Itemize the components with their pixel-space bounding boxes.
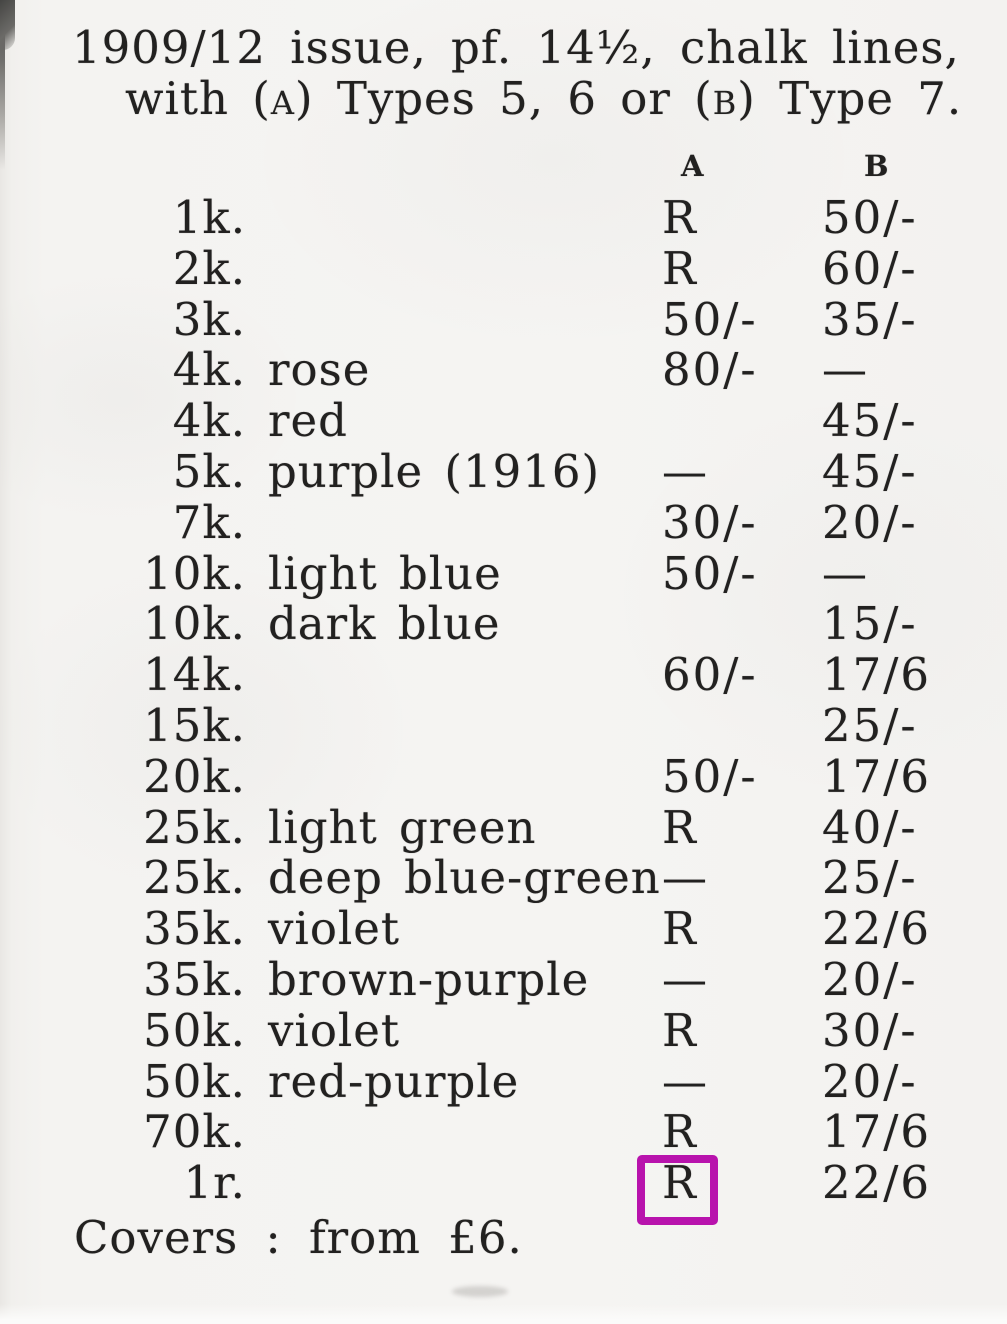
- cell-denom: 50k.: [143, 1003, 246, 1057]
- table-row: [0, 243, 1007, 294]
- cell-b: 20/-: [822, 495, 918, 549]
- cell-denom: 20k.: [143, 749, 246, 803]
- table-row: [0, 852, 1007, 903]
- cell-desc: brown-purple: [268, 953, 590, 1006]
- cell-b: 45/-: [822, 394, 918, 448]
- cell-a: 80/-: [662, 343, 758, 397]
- title-line2-text: ) Types 5, 6 or (: [294, 72, 713, 125]
- title-type-b-smallcap: B: [712, 84, 738, 122]
- table-row: [0, 294, 1007, 345]
- title-line2-text: with (: [125, 72, 271, 125]
- cell-denom: 10k.: [143, 546, 246, 600]
- cell-b: 22/6: [822, 1156, 932, 1210]
- cell-denom: 4k.: [172, 343, 246, 397]
- cell-a: R: [662, 1105, 698, 1159]
- cell-a: 50/-: [662, 292, 758, 346]
- cell-denom: 15k.: [143, 699, 246, 752]
- cell-denom: 1k.: [172, 191, 246, 244]
- title-line2-text: ) Type 7.: [737, 72, 963, 125]
- column-header-a: A: [681, 149, 705, 183]
- cell-denom: 3k.: [172, 292, 246, 346]
- cell-desc: light blue: [268, 546, 502, 600]
- cell-desc: red: [268, 394, 348, 448]
- table-row: [0, 903, 1007, 954]
- cell-b: 20/-: [822, 1054, 918, 1108]
- scan-smudge-artifact: [452, 1286, 508, 1297]
- table-row: [0, 1005, 1007, 1056]
- cell-b: 30/-: [822, 1003, 918, 1057]
- table-row: [0, 395, 1007, 446]
- cell-a: —: [662, 1054, 709, 1108]
- cell-a: —: [662, 445, 709, 498]
- cell-b: —: [822, 343, 869, 397]
- cell-a: 30/-: [662, 495, 758, 549]
- cell-a: —: [662, 953, 709, 1006]
- cell-b: 22/6: [822, 902, 932, 956]
- cell-b: 50/-: [822, 191, 918, 244]
- issue-title-line1: 1909/12 issue, pf. 14½, chalk lines,: [72, 21, 960, 74]
- title-type-a-smallcap: A: [270, 84, 295, 122]
- table-row: [0, 649, 1007, 700]
- cell-denom: 1r.: [183, 1156, 246, 1210]
- table-row: [0, 700, 1007, 751]
- cell-denom: 4k.: [172, 394, 246, 448]
- cell-a: R: [662, 191, 698, 244]
- cell-b: 25/-: [822, 851, 918, 905]
- table-row: [0, 548, 1007, 599]
- cell-denom: 35k.: [143, 953, 246, 1006]
- cell-a: R: [662, 902, 698, 956]
- table-row: [0, 751, 1007, 802]
- table-row: [0, 1056, 1007, 1107]
- table-row: [0, 954, 1007, 1005]
- cell-a: 60/-: [662, 648, 758, 702]
- cell-b: 60/-: [822, 241, 918, 295]
- highlight-box: [637, 1155, 718, 1225]
- scan-corner-artifact: [0, 0, 15, 50]
- cell-desc: rose: [268, 343, 371, 397]
- cell-denom: 25k.: [143, 800, 246, 854]
- cell-denom: 25k.: [143, 851, 246, 905]
- table-row: [0, 1106, 1007, 1157]
- cell-denom: 14k.: [143, 648, 246, 702]
- cell-a: 50/-: [662, 546, 758, 600]
- table-row: [0, 192, 1007, 243]
- column-header-b: B: [864, 149, 890, 183]
- cell-denom: 50k.: [143, 1054, 246, 1108]
- cell-desc: purple (1916): [268, 445, 601, 498]
- cell-b: 20/-: [822, 953, 918, 1006]
- cell-b: 40/-: [822, 800, 918, 854]
- cell-desc: violet: [268, 1003, 401, 1057]
- cell-denom: 7k.: [172, 495, 246, 549]
- cell-denom: 35k.: [143, 902, 246, 956]
- cell-b: 17/6: [822, 1105, 932, 1159]
- cell-b: 35/-: [822, 292, 918, 346]
- cell-b: 45/-: [822, 445, 918, 498]
- cell-b: —: [822, 546, 869, 600]
- cell-a: R: [662, 1156, 698, 1210]
- cell-desc: deep blue-green: [268, 851, 661, 905]
- table-row: [0, 344, 1007, 395]
- cell-a: R: [662, 241, 698, 295]
- cell-denom: 10k.: [143, 597, 246, 651]
- table-row: [0, 598, 1007, 649]
- cell-b: 15/-: [822, 597, 918, 651]
- cell-desc: red-purple: [268, 1054, 520, 1108]
- cell-denom: 2k.: [172, 241, 246, 295]
- table-row: [0, 1157, 1007, 1208]
- scan-bottom-strip: [0, 1304, 1007, 1324]
- issue-title-line2: [125, 73, 962, 129]
- cell-a: R: [662, 800, 698, 854]
- cell-a: 50/-: [662, 749, 758, 803]
- cell-denom: 70k.: [143, 1105, 246, 1159]
- cell-desc: light green: [268, 800, 537, 854]
- cell-b: 25/-: [822, 699, 918, 752]
- cell-a: —: [662, 851, 709, 905]
- cell-b: 17/6: [822, 749, 932, 803]
- cell-desc: violet: [268, 902, 401, 956]
- table-row: [0, 802, 1007, 853]
- covers-note: Covers : from £6.: [74, 1211, 523, 1264]
- cell-b: 17/6: [822, 648, 932, 702]
- cell-a: R: [662, 1003, 698, 1057]
- cell-denom: 5k.: [172, 445, 246, 498]
- cell-desc: dark blue: [268, 597, 501, 651]
- table-row: [0, 497, 1007, 548]
- table-row: [0, 446, 1007, 497]
